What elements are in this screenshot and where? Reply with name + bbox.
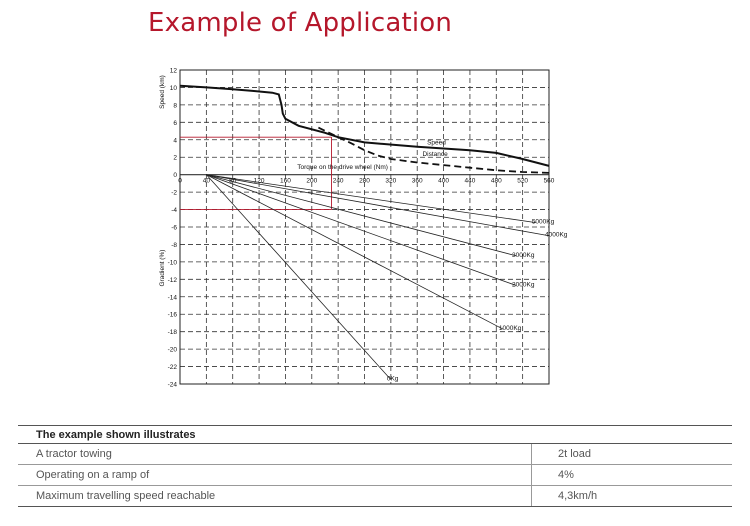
load-line-label: 1000Kg: [498, 325, 522, 333]
y-lower-axis-label: Gradient (%): [159, 249, 166, 287]
x-tick-label: 520: [517, 177, 529, 185]
x-tick-label: 440: [464, 177, 476, 185]
x-tick-label: 560: [543, 177, 555, 185]
y-tick-label: -22: [167, 364, 177, 372]
table-row: [18, 444, 732, 465]
chart-grid: [180, 70, 549, 384]
table-row: [18, 465, 732, 486]
y-tick-label: -8: [171, 241, 177, 249]
y-tick-label: -18: [167, 329, 177, 337]
y-tick-label: 0: [173, 172, 177, 180]
example-lines: [180, 137, 332, 209]
x-tick-label: 0: [178, 177, 182, 185]
y-tick-label: 4: [173, 137, 177, 145]
row-value-speed: 4,3km/h: [532, 486, 733, 507]
distance-curve-label: Distance: [422, 150, 448, 158]
table-header-row: [18, 426, 732, 444]
y-tick-label: -20: [167, 346, 177, 354]
x-tick-label: 80: [229, 177, 237, 185]
y-tick-label: 6: [173, 119, 177, 127]
speed-curve-label: Speed: [427, 139, 446, 147]
load-line-label: 3000Kg: [512, 251, 535, 259]
y-tick-label: 8: [173, 102, 177, 110]
y-tick-label: -2: [171, 189, 177, 197]
y-tick-label: -16: [167, 311, 177, 319]
x-tick-label: 200: [306, 177, 318, 185]
y-tick-label: -6: [171, 224, 177, 232]
y-tick-label: -10: [167, 259, 177, 267]
row-label-speed: Maximum travelling speed reachable: [18, 486, 532, 507]
row-label-ramp: Operating on a ramp of: [18, 465, 532, 486]
load-line: [206, 175, 391, 380]
table-row: [18, 486, 732, 507]
y-tick-label: -14: [167, 294, 177, 302]
x-tick-label: 40: [202, 177, 210, 185]
row-label-towing: A tractor towing: [18, 444, 532, 465]
x-tick-label: 280: [359, 177, 370, 185]
page-title: Example of Application: [148, 8, 453, 38]
y-tick-label: -4: [171, 207, 177, 215]
example-table: [18, 425, 732, 507]
x-tick-label: 160: [279, 177, 291, 185]
x-tick-label: 480: [490, 177, 502, 185]
y-upper-axis-label: Speed (km): [159, 75, 166, 109]
x-tick-label: 320: [385, 177, 397, 185]
row-value-ramp: 4%: [532, 465, 733, 486]
load-line: [206, 175, 503, 329]
y-tick-label: 12: [169, 67, 177, 75]
y-tick-label: -24: [167, 381, 177, 389]
load-line-label: 0Kg: [386, 375, 399, 383]
x-axis-label: Torque on the drive wheel (Nm): [297, 163, 388, 171]
load-lines: [206, 175, 567, 383]
x-tick-label: 240: [332, 177, 344, 185]
row-value-towing: 2t load: [532, 444, 733, 465]
load-line-label: 4000Kg: [545, 231, 568, 239]
y-tick-label: -12: [167, 276, 177, 284]
x-tick-label: 120: [253, 177, 265, 185]
load-line-label: 2000Kg: [512, 281, 535, 289]
x-tick-label: 360: [411, 177, 423, 185]
x-tick-label: 400: [438, 177, 450, 185]
load-line-label: 5000Kg: [531, 218, 555, 226]
chart-labels: [159, 75, 388, 286]
tick-labels: [168, 68, 555, 389]
y-tick-label: 10: [169, 84, 177, 92]
table-header: The example shown illustrates: [18, 426, 732, 444]
y-tick-label: 2: [173, 154, 177, 162]
